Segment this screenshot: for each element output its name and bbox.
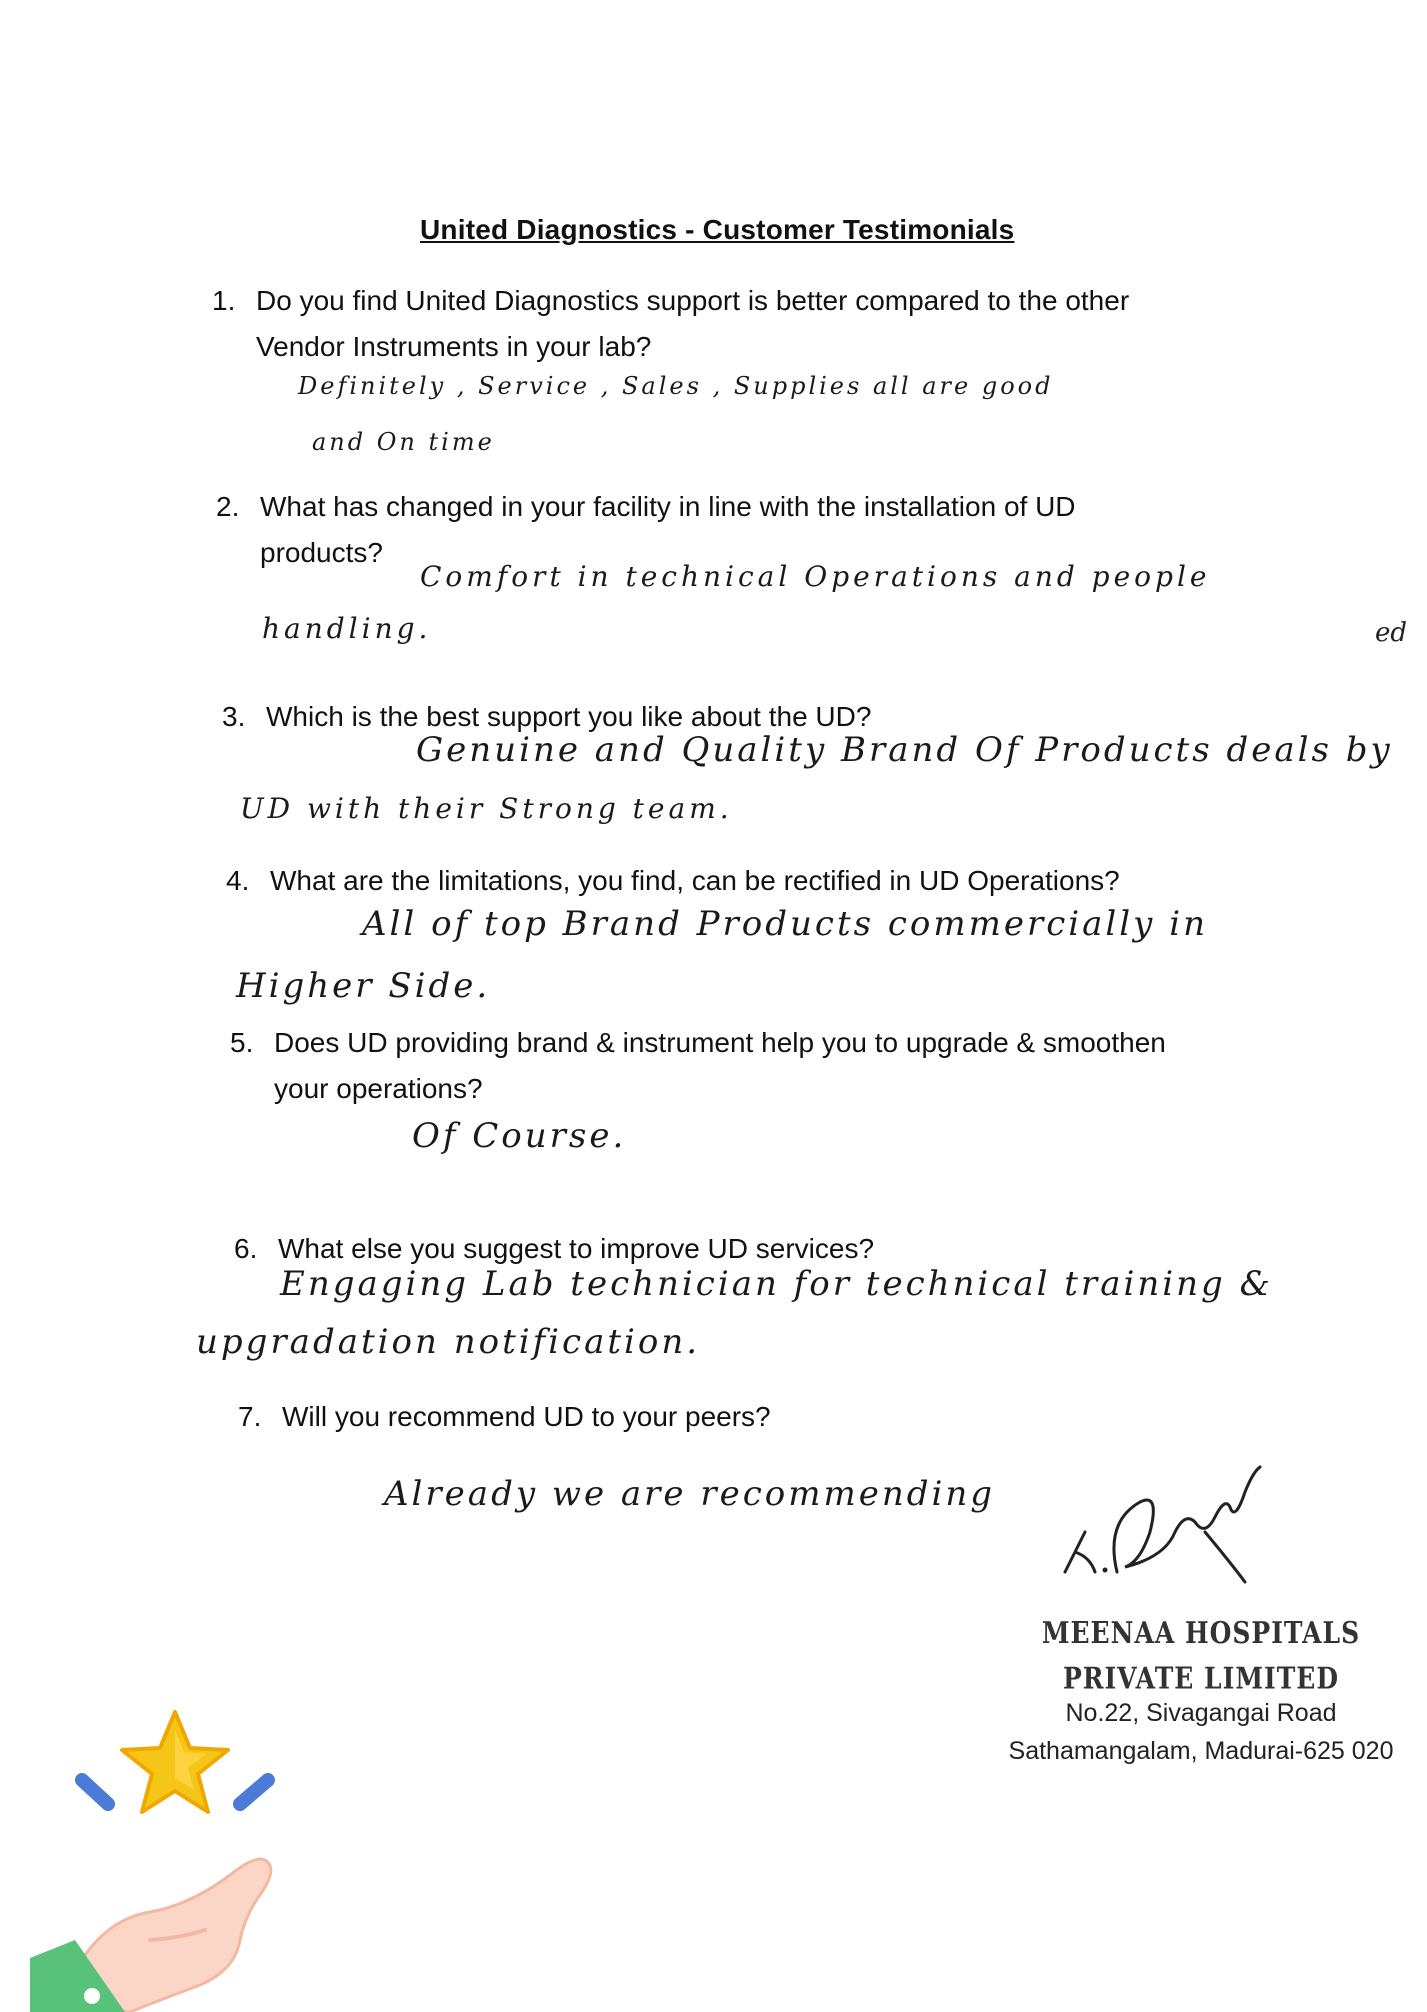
answer-7-line1: Already we are recommending	[384, 1474, 996, 1514]
question-text-line2: products?	[260, 537, 383, 568]
question-text-line1: What else you suggest to improve UD services?	[278, 1233, 875, 1264]
question-text-line1: What are the limitations, you find, can be rectified in UD Operations?	[270, 865, 1120, 896]
answer-2-line1: Comfort in technical Operations and people	[420, 560, 1211, 593]
question-number: 1.	[212, 285, 236, 316]
question-text-line1: Which is the best support you like about the UD?	[266, 701, 872, 732]
answer-6-line2: upgradation notification.	[196, 1322, 701, 1362]
answer-2-line2: handling.	[262, 612, 432, 645]
question-text-line2: your operations?	[274, 1073, 483, 1104]
company-stamp	[975, 1615, 1427, 1770]
question-number: 4.	[226, 865, 250, 896]
question-text-line2: Vendor Instruments in your lab?	[256, 331, 652, 362]
question-1	[212, 278, 1129, 370]
question-number: 5.	[230, 1027, 254, 1058]
stamp-address-line2: Sathamangalam, Madurai-625 020	[1008, 1737, 1394, 1765]
stamp-company-name: MEENAA HOSPITALS PRIVATE LIMITED	[1041, 1615, 1361, 1696]
hand-star-icon	[30, 1700, 320, 2012]
answer-5-line1: Of Course.	[412, 1116, 627, 1156]
stamp-address-line1: No.22, Sivagangai Road	[1065, 1699, 1337, 1727]
question-text-line1: What has changed in your facility in line with the installation of UD	[260, 491, 1076, 522]
answer-1-line2: and On time	[312, 428, 495, 456]
answer-3-line2: UD with their Strong team.	[240, 792, 733, 825]
answer-4-line1: All of top Brand Products commercially in	[362, 904, 1208, 944]
question-number: 7.	[238, 1401, 262, 1432]
question-text-line1: Will you recommend UD to your peers?	[282, 1401, 771, 1432]
question-7	[238, 1394, 771, 1440]
question-4	[226, 858, 1120, 904]
question-number: 3.	[222, 701, 246, 732]
question-text-line1: Do you find United Diagnostics support is better compared to the other	[256, 285, 1130, 316]
page-title: United Diagnostics - Customer Testimonials	[420, 214, 1015, 245]
stray-handwriting: ed	[1375, 618, 1408, 648]
answer-1-line1: Definitely , Service , Sales , Supplies all are good	[298, 372, 1054, 400]
answer-3-line1: Genuine and Quality Brand Of Products deals by	[416, 730, 1393, 770]
question-text-line1: Does UD providing brand & instrument help you to upgrade & smoothen	[274, 1027, 1166, 1058]
answer-6-line1: Engaging Lab technician for technical training &	[280, 1264, 1273, 1304]
question-5	[230, 1020, 1166, 1112]
answer-4-line2: Higher Side.	[236, 966, 491, 1006]
question-number: 6.	[234, 1233, 258, 1264]
question-number: 2.	[216, 491, 240, 522]
signature-icon	[1055, 1462, 1275, 1592]
